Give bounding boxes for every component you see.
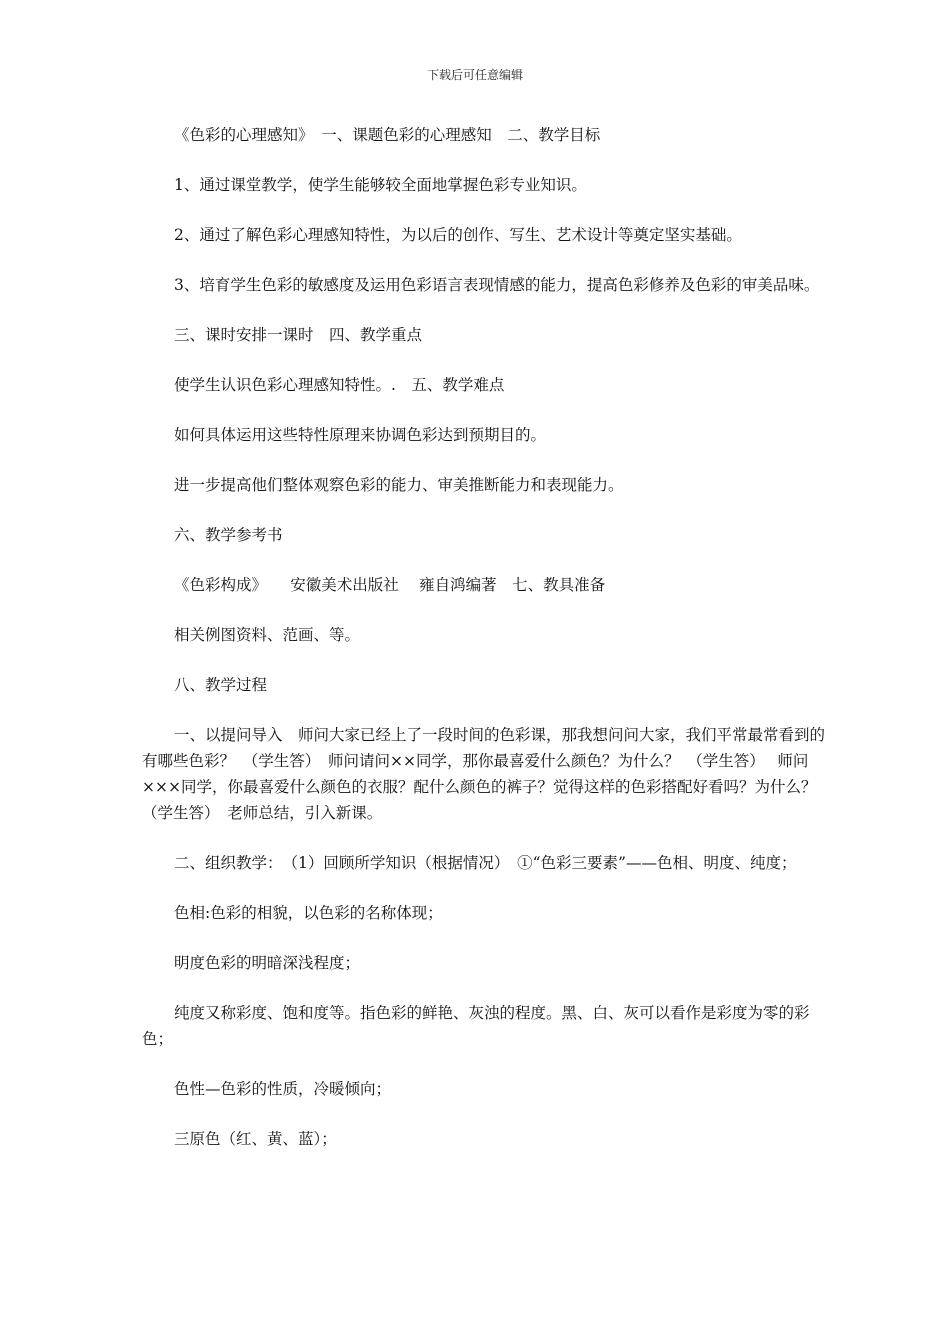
paragraph-reference-book: 《色彩构成》 安徽美术出版社 雍自鸿编著 七、教具准备: [174, 576, 606, 594]
paragraph-organize-teaching: 二、组织教学： （1）回顾所学知识（根据情况） ①“色彩三要素”——色相、明度、纯度；: [174, 854, 797, 872]
paragraph-primary-colors: 三原色（红、黄、蓝）；: [174, 1130, 337, 1148]
paragraph-title: 《色彩的心理感知》 一、课题色彩的心理感知 二、教学目标: [174, 126, 601, 144]
paragraph-objective-3: 3、培育学生色彩的敏感度及运用色彩语言表现情感的能力，提高色彩修养及色彩的审美品味。: [174, 276, 820, 294]
paragraph-key-point: 使学生认识色彩心理感知特性。. 五、教学难点: [174, 376, 505, 394]
document-body: [142, 122, 832, 1176]
paragraph-reference-heading: 六、教学参考书: [174, 526, 283, 544]
paragraph-objective-1: 1、通过课堂教学，使学生能够较全面地掌握色彩专业知识。: [174, 176, 587, 194]
paragraph-ability: 进一步提高他们整体观察色彩的能力、审美推断能力和表现能力。: [174, 476, 624, 494]
paragraph-objective-2: 2、通过了解色彩心理感知特性，为以后的创作、写生、艺术设计等奠定坚实基础。: [174, 226, 742, 244]
paragraph-hue: 色相:色彩的相貌，以色彩的名称体现；: [174, 904, 443, 922]
paragraph-process-heading: 八、教学过程: [174, 676, 268, 694]
paragraph-difficulty: 如何具体运用这些特性原理来协调色彩达到预期目的。: [174, 426, 547, 444]
paragraph-schedule: 三、课时安排一课时 四、教学重点: [174, 326, 423, 344]
paragraph-brightness: 明度色彩的明暗深浅程度；: [174, 954, 361, 972]
paragraph-saturation: 纯度又称彩度、饱和度等。指色彩的鲜艳、灰浊的程度。黑、白、灰可以看作是彩度为零的彩色；: [142, 1004, 810, 1048]
paragraph-materials: 相关例图资料、范画、等。: [174, 626, 361, 644]
page-header: 下载后可任意编辑: [426, 68, 523, 82]
paragraph-introduction: 一、以提问导入 师问大家已经上了一段时间的色彩课，那我想问问大家，我们平常最常看到的有哪些色彩？ （学生答） 师问请问××同学，那你最喜爱什么颜色？为什么？ （学生答） 师问×××同学，你最喜爱什么颜色的衣服？配什么颜色的裤子？觉得这样的色彩搭配好看吗？为什么？ （学生答） 老师总结，引入新课。: [142, 726, 832, 822]
paragraph-color-temperature: 色性—色彩的性质，冷暖倾向；: [174, 1080, 392, 1098]
